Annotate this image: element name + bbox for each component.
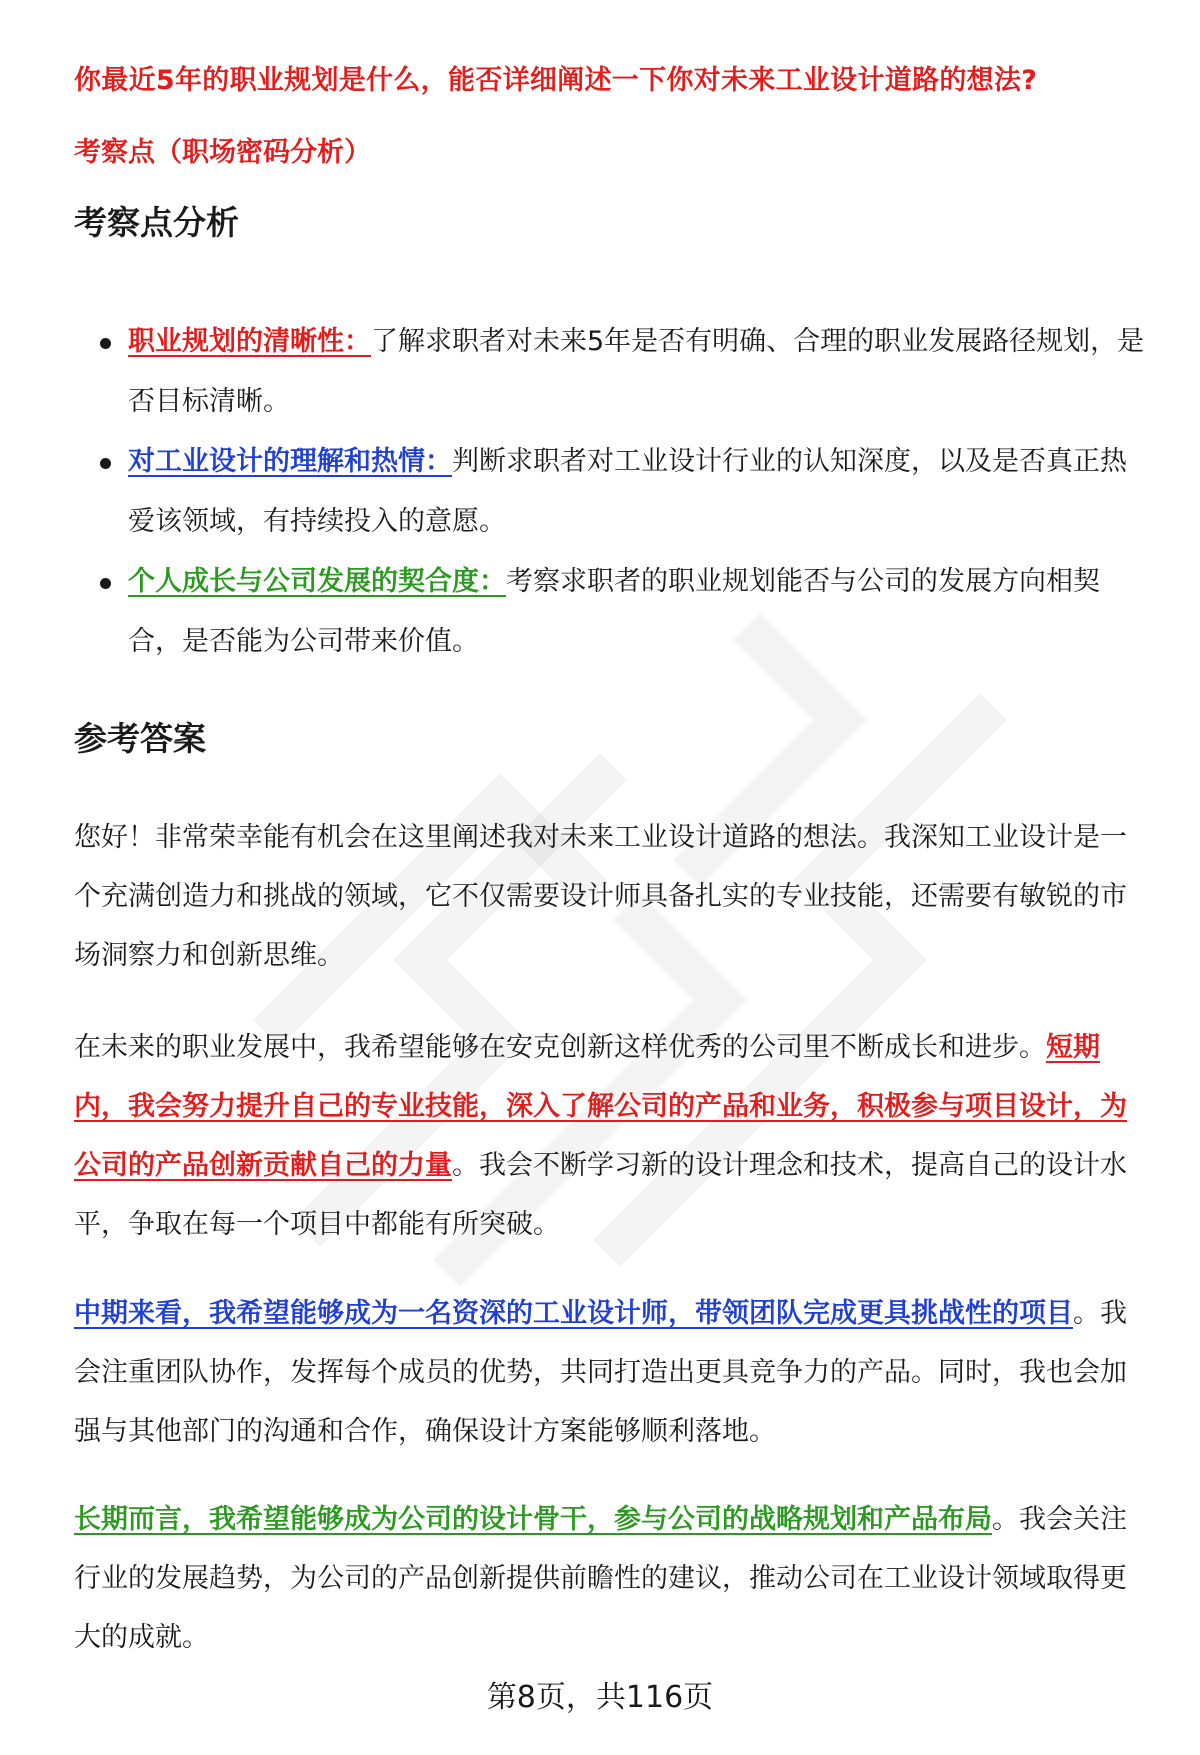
answer-heading: 参考答案 (74, 719, 206, 758)
list-item (100, 432, 1145, 552)
bullet-dot (100, 578, 111, 589)
analysis-key: 职业规划的清晰性： (128, 326, 371, 357)
paragraph-text: 。我会关注行业的发展趋势，为公司的产品创新提供前瞻性的建议，推动公司在工业设计领域取得更大的成就。 (74, 1504, 1127, 1653)
mid-term-goal: 中期来看，我希望能够成为一名资深的工业设计师，带领团队完成更具挑战性的项目 (74, 1298, 1073, 1329)
answer-paragraph-4 (74, 1490, 1146, 1667)
paragraph-text: 。我会注重团队协作，发挥每个成员的优势，共同打造出更具竞争力的产品。同时，我也会加强与其他部门的沟通和合作，确保设计方案能够顺利落地。 (74, 1298, 1127, 1447)
bullet-dot (100, 338, 111, 349)
analysis-list (100, 312, 1145, 672)
analysis-text: 考察求职者的职业规划能否与公司的发展方向相契合，是否能为公司带来价值。 (128, 566, 1100, 657)
long-term-goal: 长期而言，我希望能够成为公司的设计骨干，参与公司的战略规划和产品布局 (74, 1504, 992, 1535)
paragraph-text: 在未来的职业发展中，我希望能够在安克创新这样优秀的公司里不断成长和进步。 (74, 1032, 1046, 1063)
bullet-dot (100, 458, 111, 469)
analysis-key: 对工业设计的理解和热情： (128, 446, 452, 477)
analysis-text: 判断求职者对工业设计行业的认知深度，以及是否真正热爱该领域，有持续投入的意愿。 (128, 446, 1127, 537)
answer-paragraph-1 (74, 808, 1146, 985)
answer-paragraph-3 (74, 1284, 1146, 1461)
analysis-text: 了解求职者对未来5年是否有明确、合理的职业发展路径规划，是否目标清晰。 (128, 326, 1145, 417)
short-term-goal: 短期内，我会努力提升自己的专业技能，深入了解公司的产品和业务，积极参与项目设计，为公司的产品创新贡献自己的力量 (74, 1032, 1127, 1181)
analysis-heading: 考察点分析 (74, 203, 239, 242)
page-number: 第8页，共116页 (486, 1680, 714, 1715)
paragraph-text: 您好！非常荣幸能有机会在这里阐述我对未来工业设计道路的想法。我深知工业设计是一个充满创造力和挑战的领域，它不仅需要设计师具备扎实的专业技能，还需要有敏锐的市场洞察力和创新思维。 (74, 822, 1127, 971)
analysis-key: 个人成长与公司发展的契合度： (128, 566, 506, 597)
list-item (100, 552, 1145, 672)
question-title: 你最近5年的职业规划是什么，能否详细阐述一下你对未来工业设计道路的想法? (74, 65, 1038, 96)
question-subtitle: 考察点（职场密码分析） (74, 137, 371, 168)
paragraph-text: 。我会不断学习新的设计理念和技术，提高自己的设计水平，争取在每一个项目中都能有所突破。 (74, 1150, 1127, 1240)
answer-paragraph-2 (74, 1018, 1146, 1254)
list-item (100, 312, 1145, 432)
